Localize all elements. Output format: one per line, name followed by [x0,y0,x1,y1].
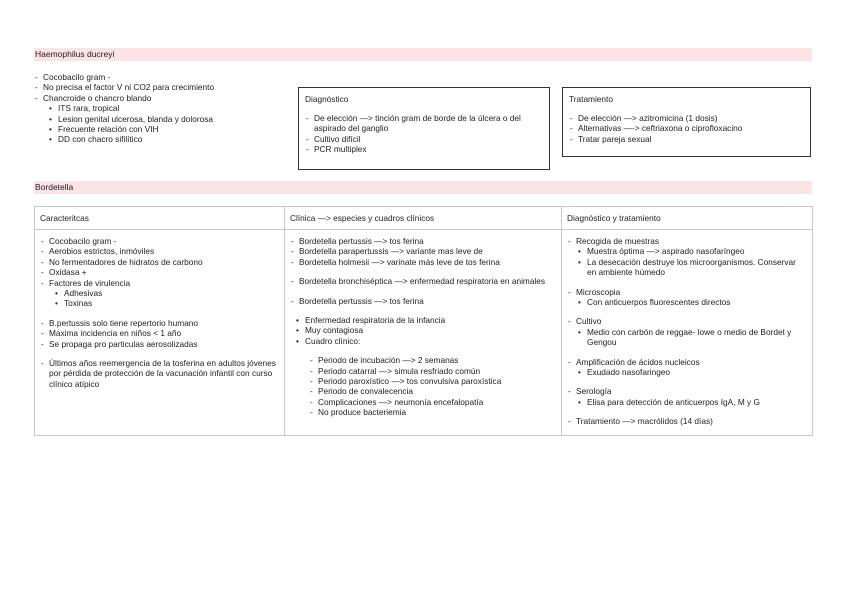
haemophilus-list [34,72,294,145]
diagnostico-tratamiento-cell [562,230,813,436]
section-title-haemophilus: Haemophilus ducreyi [35,49,115,59]
pertussis-list [290,296,556,306]
list-item: - Últimos años reemergencia de la tosferina en adultos jóvenes por pérdida de protección de la vacunación infantil con curso clínico atípico [40,358,279,389]
cuadro-clinico-list [290,355,556,417]
list-item: - PCR multiplex [305,144,543,154]
caracteristicas-list-a [40,236,279,309]
list-item-label: Cultivo [576,316,602,327]
list-item: • ITS rara, tropical [49,103,294,113]
list-item: - Periodo de convalecencia [309,386,556,396]
list-item: - Bordetella pertussis —> tos ferina [290,296,556,306]
list-item-label: Microscopia [576,286,621,297]
list-item: - De elección —> tinción gram de borde de la úlcera o del aspirado del ganglio [305,113,543,134]
chancroide-sublist [43,103,294,145]
diagnostico-title: Diagnóstico [305,94,349,104]
recogida-list [567,236,807,278]
tratamiento-box [562,87,811,157]
list-item: • Lesion genital ulcerosa, blanda y dolorosa [49,114,294,124]
list-item: - Tratamiento —> macrólidos (14 días) [567,416,807,426]
list-item: • La desecación destruye los microorganismos. Conservar en ambiente húmedo [578,257,807,278]
list-item [567,236,807,278]
list-item: • Elisa para detección de anticuerpos IgA, M y G [578,397,807,407]
list-item: - Cocobacilo gram - [40,236,279,246]
list-item: - Cultivo difícil [305,134,543,144]
list-item: - De elección —> azitromicina (1 dosis) [569,113,804,123]
list-item: - Periodo catarral —> simula resfriado común [309,366,556,376]
list-item: • Toxinas [55,298,279,308]
list-item: • Frecuente relación con VIH [49,124,294,134]
column-header-clinica: Clínica —> especies y cuadros clínicos [285,207,562,230]
list-item: • Muestra óptima —> aspirado nasofaríngeo [578,246,807,256]
amplificacion-list [567,357,807,378]
list-item: - Periodo paroxístico —> tos convulsiva paroxística [309,376,556,386]
column-header-diagnostico: Diagnóstico y tratamiento [562,207,813,230]
microscopia-list [567,287,807,308]
list-item-label: Factores de virulencia [49,277,131,288]
serologia-list [567,386,807,407]
list-item: - Cocobacilo gram - [34,72,294,82]
bordetella-table [34,206,813,436]
cultivo-list [567,316,807,347]
list-item: - Aerobios estrictos, inmóviles [40,246,279,256]
virulencia-sublist [49,288,279,309]
list-item: - No produce bacteriemia [309,407,556,417]
caracteristicas-list-c [40,358,279,389]
list-item: • Cuadro clínico: [296,336,556,346]
tratamiento-title: Tratamiento [569,94,613,104]
list-item: • Medio con carbón de reggae- lowe o medio de Bordet y Gengou [578,327,807,348]
list-item: - Bordetella bronchiséptica —> enfermedad respiratoria en animales [290,276,556,286]
list-item: - No fermentadores de hidratos de carbono [40,257,279,267]
list-item [567,386,807,407]
diagnostico-list [305,113,543,155]
list-item: • DD con chacro sifilítico [49,134,294,144]
list-item: • Con anticuerpos fluorescentes directos [578,297,807,307]
cultivo-sublist [576,327,807,348]
list-item: • Muy contagiosa [296,325,556,335]
especies-list [290,236,556,267]
list-item: - Oxidasa + [40,267,279,277]
recogida-sublist [576,246,807,277]
section-header-bordetella [34,181,812,194]
list-item [567,316,807,347]
list-item [34,93,294,145]
table-header-row [35,207,813,230]
list-item-label: Chancroide o chancro blando [43,92,152,103]
list-item-label: Recogida de muestras [576,236,660,246]
amplificacion-sublist [576,367,807,377]
haemophilus-characteristics [34,72,294,145]
list-item [567,357,807,378]
list-item: - Bordetella holmesii —> varinate más leve de tos ferina [290,257,556,267]
list-item: - Tratar pareja sexual [569,134,804,144]
list-item: - Complicaciones —> neumonía encefalopatía [309,397,556,407]
list-item: • Adhesivas [55,288,279,298]
bronchiseptica-list [290,276,556,286]
section-title-bordetella: Bordetella [35,182,74,192]
section-header-haemophilus [34,48,812,61]
column-header-caracteristicas: Caracteritcas [35,207,285,230]
microscopia-sublist [576,297,807,307]
list-item: - B.pertussis solo tiene repertorio humano [40,318,279,328]
list-item-label: Serología [576,386,612,397]
list-item-label: Amplificación de ácidos nucleicos [576,356,700,367]
list-item: - Maxima incidencia en niños < 1 año [40,328,279,338]
list-item: • Enfermedad respiratoria de la infancia [296,315,556,325]
caracteristicas-list-b [40,318,279,349]
list-item: - Alternativas —-> ceftriaxona o ciprofloxacino [569,123,804,133]
table-row [35,230,813,436]
caracteristicas-cell [35,230,285,436]
list-item: - Se propaga pro particulas aerosolizadas [40,339,279,349]
serologia-sublist [576,397,807,407]
list-item: - Periodo de incubación —> 2 semanas [309,355,556,365]
pertussis-sublist [290,315,556,346]
list-item: - Bordetella pertussis —> tos ferina [290,236,556,246]
list-item: - No precisa el factor V ni CO2 para crecimiento [34,82,294,92]
tratamiento-bordetella-list [567,416,807,426]
list-item: • Exudado nasofaringeo [578,367,807,377]
tratamiento-list [569,113,804,144]
list-item: - Bordetella parapertussis —> variante mas leve de [290,246,556,256]
clinica-cell [285,230,562,436]
list-item [567,287,807,308]
list-item [40,278,279,309]
diagnostico-box [298,87,550,170]
